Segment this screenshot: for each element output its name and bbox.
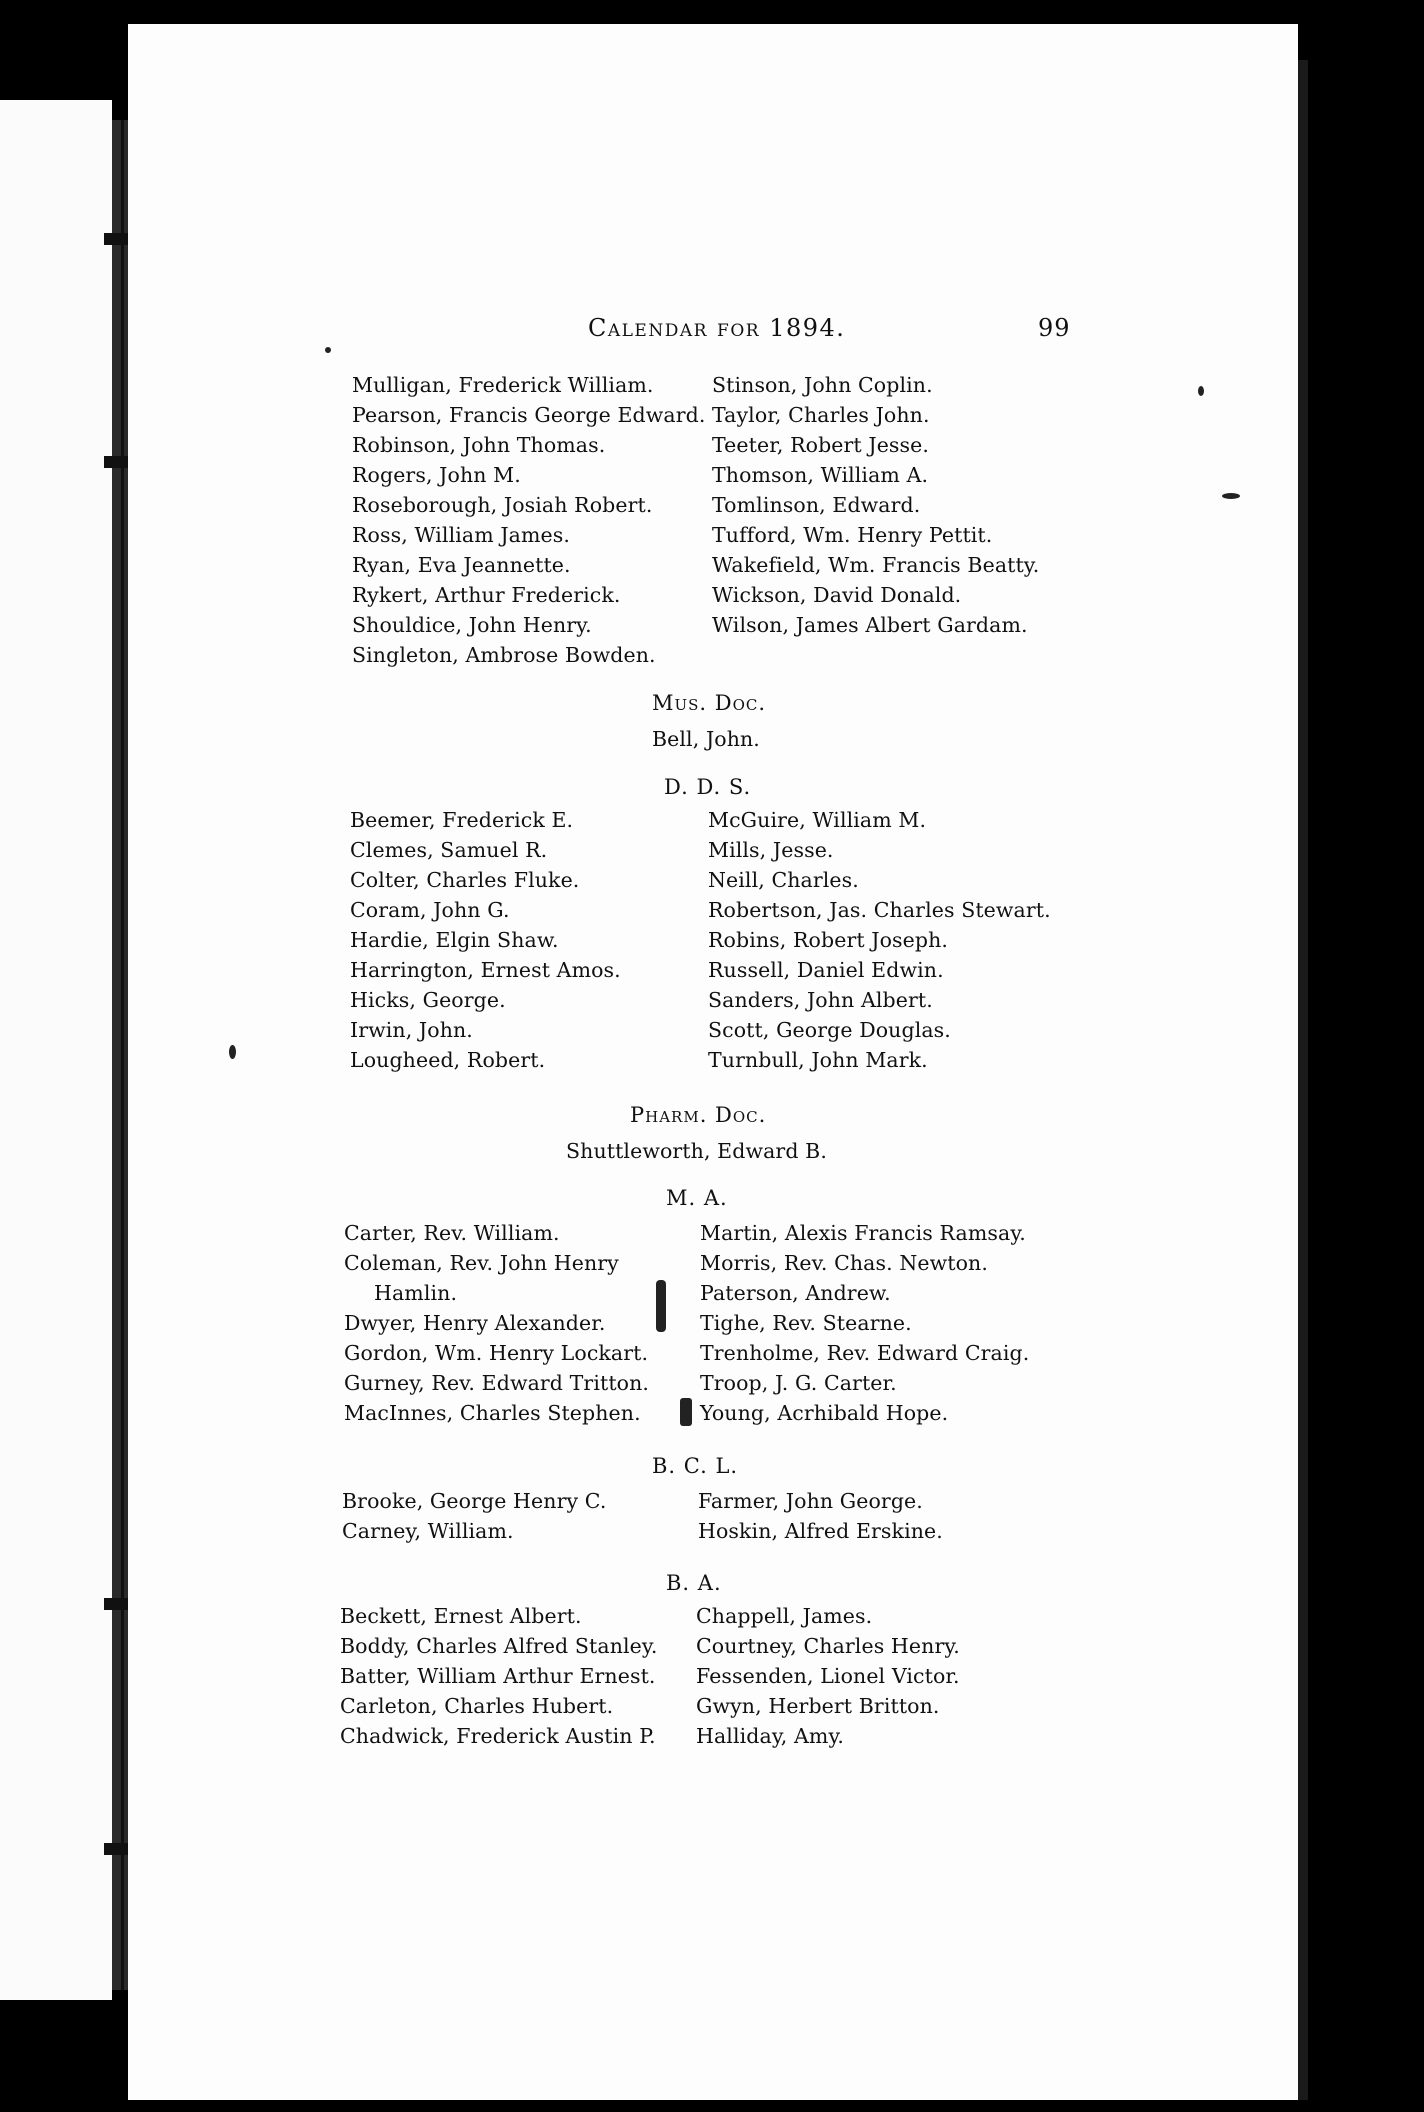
name-entry: Boddy, Charles Alfred Stanley. [340,1634,658,1658]
name-entry: Bell, John. [652,727,760,751]
ink-stroke [656,1280,666,1332]
name-entry: Robins, Robert Joseph. [708,928,949,952]
name-entry: Brooke, George Henry C. [342,1489,607,1513]
page-edge-shadow [1298,60,1308,2100]
name-entry: Thomson, William A. [712,463,929,487]
name-entry: Gurney, Rev. Edward Tritton. [344,1371,650,1395]
name-entry: Fessenden, Lionel Victor. [696,1664,960,1688]
name-entry: Sanders, John Albert. [708,988,933,1012]
name-entry: Trenholme, Rev. Edward Craig. [700,1341,1030,1365]
section-heading-mus-doc: Mus. Doc. [652,691,767,715]
name-entry: McGuire, William M. [708,808,927,832]
name-entry: Rogers, John M. [352,463,521,487]
name-entry: Colter, Charles Fluke. [350,868,580,892]
name-entry: Rykert, Arthur Frederick. [352,583,621,607]
running-header-title: Calendar for 1894. [588,314,846,342]
ink-stroke [680,1398,692,1426]
name-entry: Carter, Rev. William. [344,1221,560,1245]
name-entry: Harrington, Ernest Amos. [350,958,621,982]
name-entry: Teeter, Robert Jesse. [712,433,930,457]
page-number: 99 [1038,314,1071,342]
name-entry: Singleton, Ambrose Bowden. [352,643,656,667]
name-entry: Carleton, Charles Hubert. [340,1694,614,1718]
name-entry: Wakefield, Wm. Francis Beatty. [712,553,1040,577]
name-entry: Halliday, Amy. [696,1724,845,1748]
name-entry: Wickson, David Donald. [712,583,962,607]
name-entry: Taylor, Charles John. [712,403,930,427]
ink-speck [1198,386,1204,396]
name-entry: Hicks, George. [350,988,506,1012]
name-entry: Turnbull, John Mark. [708,1048,928,1072]
name-entry: Mills, Jesse. [708,838,834,862]
name-entry: Tufford, Wm. Henry Pettit. [712,523,993,547]
section-heading-ba: B. A. [666,1571,722,1595]
ink-speck [229,1045,236,1059]
name-entry: Ross, William James. [352,523,571,547]
name-entry: Tighe, Rev. Stearne. [700,1311,912,1335]
name-entry: Courtney, Charles Henry. [696,1634,960,1658]
name-entry: Beckett, Ernest Albert. [340,1604,582,1628]
section-heading-ma: M. A. [666,1186,728,1210]
name-entry: Hamlin. [374,1281,458,1305]
name-entry: Troop, J. G. Carter. [700,1371,897,1395]
name-entry: Morris, Rev. Chas. Newton. [700,1251,988,1275]
ink-speck [325,347,331,353]
name-entry: Neill, Charles. [708,868,859,892]
name-entry: Clemes, Samuel R. [350,838,548,862]
name-entry: Coleman, Rev. John Henry [344,1251,619,1275]
ink-speck [1222,493,1240,499]
name-entry: Russell, Daniel Edwin. [708,958,944,982]
name-entry: Shouldice, John Henry. [352,613,592,637]
name-entry: Chadwick, Frederick Austin P. [340,1724,656,1748]
name-entry: Pearson, Francis George Edward. [352,403,706,427]
name-entry: Ryan, Eva Jeannette. [352,553,571,577]
name-entry: MacInnes, Charles Stephen. [344,1401,641,1425]
name-entry: Scott, George Douglas. [708,1018,951,1042]
name-entry: Hoskin, Alfred Erskine. [698,1519,943,1543]
name-entry: Mulligan, Frederick William. [352,373,654,397]
name-entry: Beemer, Frederick E. [350,808,574,832]
section-heading-dds: D. D. S. [664,775,752,799]
name-entry: Carney, William. [342,1519,514,1543]
name-entry: Gordon, Wm. Henry Lockart. [344,1341,649,1365]
name-entry: Hardie, Elgin Shaw. [350,928,559,952]
name-entry: Roseborough, Josiah Robert. [352,493,653,517]
name-entry: Shuttleworth, Edward B. [566,1139,827,1163]
name-entry: Batter, William Arthur Ernest. [340,1664,656,1688]
name-entry: Lougheed, Robert. [350,1048,546,1072]
name-entry: Dwyer, Henry Alexander. [344,1311,606,1335]
name-entry: Wilson, James Albert Gardam. [712,613,1028,637]
facing-page-edge [0,100,112,2000]
name-entry: Robinson, John Thomas. [352,433,606,457]
name-entry: Irwin, John. [350,1018,473,1042]
name-entry: Stinson, John Coplin. [712,373,933,397]
name-entry: Young, Acrhibald Hope. [700,1401,949,1425]
section-heading-pharm-doc: Pharm. Doc. [630,1103,767,1127]
spine-binding-line [121,120,124,1990]
section-heading-bcl: B. C. L. [652,1454,739,1478]
name-entry: Chappell, James. [696,1604,873,1628]
name-entry: Martin, Alexis Francis Ramsay. [700,1221,1026,1245]
name-entry: Coram, John G. [350,898,510,922]
name-entry: Farmer, John George. [698,1489,923,1513]
name-entry: Tomlinson, Edward. [712,493,921,517]
name-entry: Robertson, Jas. Charles Stewart. [708,898,1051,922]
name-entry: Paterson, Andrew. [700,1281,891,1305]
name-entry: Gwyn, Herbert Britton. [696,1694,940,1718]
